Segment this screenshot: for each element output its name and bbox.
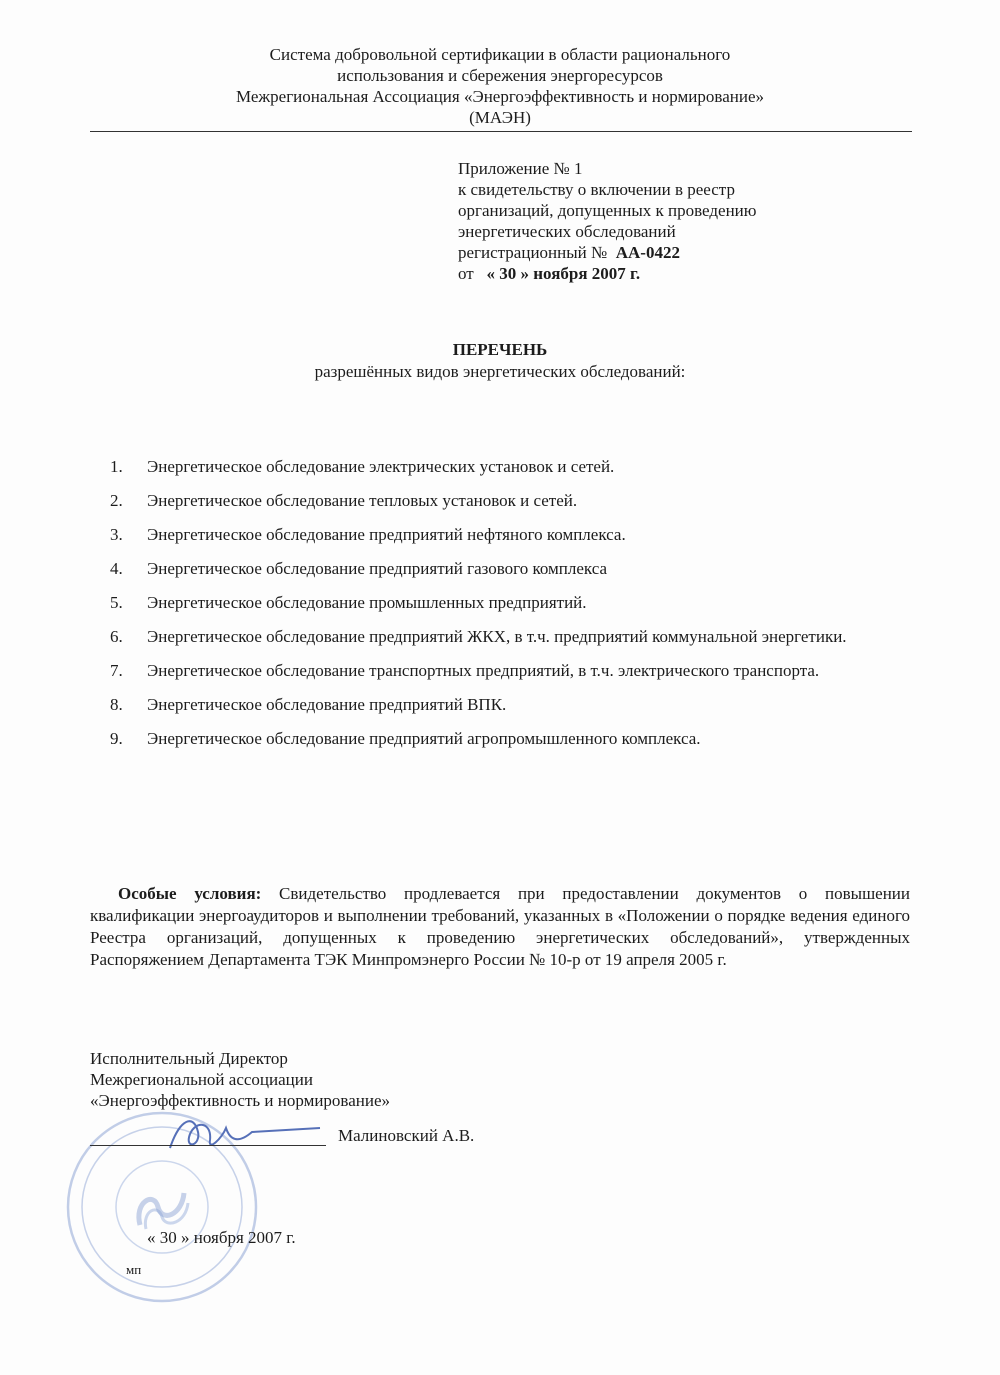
appendix-date-line (458, 263, 756, 284)
list-item (110, 722, 890, 756)
list-item (110, 688, 890, 722)
list-item (110, 586, 890, 620)
registration-label: регистрационный № (458, 243, 608, 262)
survey-types-list (110, 450, 890, 756)
special-conditions (90, 883, 910, 971)
header-divider (90, 131, 912, 132)
list-item-number: 7. (110, 661, 123, 680)
list-item-number: 5. (110, 593, 123, 612)
list-item (110, 620, 890, 654)
date-label: от (458, 264, 474, 283)
list-item-number: 8. (110, 695, 123, 714)
seal-place-label: мп (126, 1262, 142, 1277)
appendix-line-1: Приложение № 1 (458, 159, 583, 178)
list-item (110, 518, 890, 552)
appendix-block (458, 158, 756, 284)
special-conditions-text: Свидетельство продлевается при предоставлении документов о повышении квалификации энергоаудиторов и выполнении требований, указанных в «Положении о порядке ведения единого Реестра организаций, допущенных к проведению энергетических обследований», утвержденных Распоряжением Департамента ТЭК Минпромэнерго России № 10-р от 19 апреля 2005 г. (90, 884, 911, 969)
document-subtitle: разрешённых видов энергетических обследований: (314, 362, 686, 381)
list-item-text: Энергетическое обследование предприятий газового комплекса (147, 559, 608, 578)
appendix-line-3: организаций, допущенных к проведению (458, 201, 757, 220)
signatory-organization: Межрегиональной ассоциации (90, 1070, 313, 1089)
signatory-position: Исполнительный Директор (90, 1049, 288, 1068)
list-item-number: 3. (110, 525, 123, 544)
list-item-number: 2. (110, 491, 123, 510)
appendix-date: « 30 » ноября 2007 г. (486, 264, 641, 283)
registration-number-line (458, 242, 756, 263)
registration-number: АА-0422 (615, 243, 680, 262)
signatory-block (90, 1048, 390, 1111)
list-item-text: Энергетическое обследование промышленных предприятий. (147, 593, 587, 612)
list-item-text: Энергетическое обследование тепловых установок и сетей. (147, 491, 578, 510)
document-title: ПЕРЕЧЕНЬ (452, 340, 548, 359)
appendix-line-2: к свидетельству о включении в реестр (458, 180, 735, 199)
list-item-text: Энергетическое обследование предприятий ЖКХ, в т.ч. предприятий коммунальной энергетики. (147, 627, 847, 646)
list-item-text: Энергетическое обследование предприятий агропромышленного комплекса. (147, 729, 701, 748)
list-item (110, 654, 890, 688)
signatory-organization-name: «Энергоэффективность и нормирование» (90, 1091, 391, 1110)
signatory-name: Малиновский А.В. (338, 1126, 475, 1145)
signature-date: « 30 » ноября 2007 г. (147, 1228, 296, 1247)
list-item-number: 4. (110, 559, 123, 578)
list-item (110, 552, 890, 586)
list-item-text: Энергетическое обследование электрических установок и сетей. (147, 457, 615, 476)
list-item-text: Энергетическое обследование предприятий нефтяного комплекса. (147, 525, 626, 544)
list-item-number: 9. (110, 729, 123, 748)
special-conditions-label: Особые условия: (118, 884, 262, 903)
list-item (110, 484, 890, 518)
handwritten-signature (160, 1110, 330, 1160)
organization-header (90, 44, 910, 128)
list-item (110, 450, 890, 484)
list-item-number: 6. (110, 627, 123, 646)
signature-line (90, 1145, 326, 1146)
list-item-number: 1. (110, 457, 123, 476)
header-line-4: (МАЭН) (469, 108, 531, 127)
header-line-1: Система добровольной сертификации в области рационального (269, 45, 731, 64)
list-item-text: Энергетическое обследование предприятий ВПК. (147, 695, 507, 714)
header-line-3: Межрегиональная Ассоциация «Энергоэффективность и нормирование» (235, 87, 764, 106)
list-item-text: Энергетическое обследование транспортных предприятий, в т.ч. электрического транспорта. (147, 661, 820, 680)
header-line-2: использования и сбережения энергоресурсов (337, 66, 663, 85)
appendix-line-4: энергетических обследований (458, 222, 676, 241)
